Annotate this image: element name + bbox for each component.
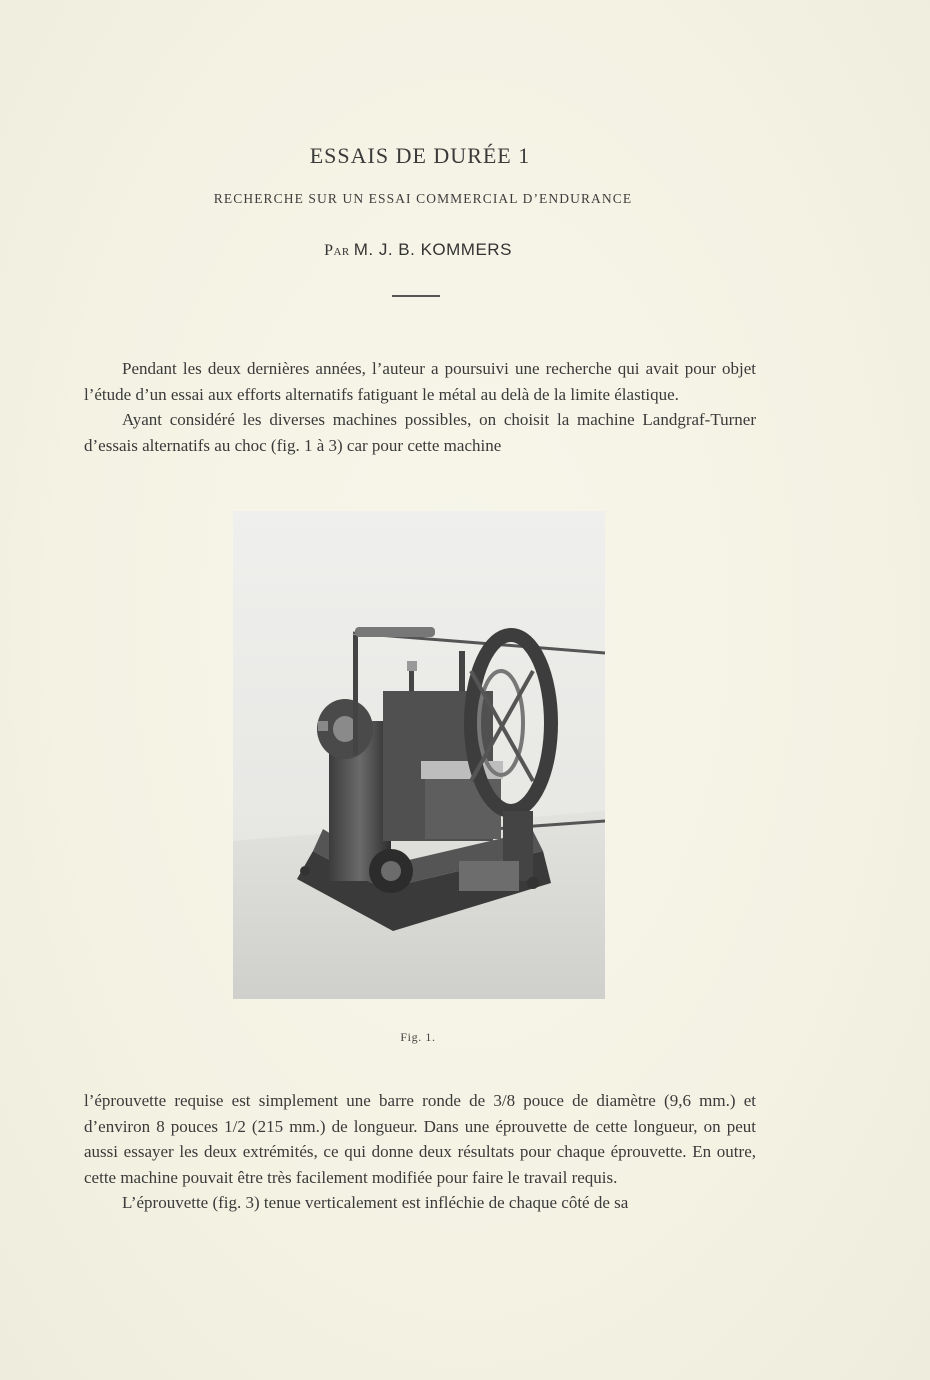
machine-illustration (233, 511, 605, 999)
paragraph: l’éprouvette requise est simplement une barre ronde de 3/8 pouce de diamètre (9,6 mm.) et d’environ 8 pouces 1/2 (215 mm.) de longueur. Dans une éprouvette de cette longueur, on peut aussi essayer les deux extrémités, ce qui donne deux résultats pour chaque éprouvette. En outre, cette machine pouvait être très facilement modifiée pour faire le travail requis. (84, 1091, 756, 1187)
article-subtitle: RECHERCHE SUR UN ESSAI COMMERCIAL D’ENDURANCE (213, 191, 633, 206)
author-name: M. J. B. KOMMERS (353, 240, 512, 259)
article-title: ESSAIS DE DURÉE 1 (309, 143, 531, 168)
author-line (0, 240, 836, 260)
body-text-bottom (84, 1088, 756, 1216)
paragraph: L’éprouvette (fig. 3) tenue verticalement est infléchie de chaque côté de sa (122, 1193, 629, 1212)
figure-machine-photo (233, 511, 605, 999)
author-prefix: Par (324, 242, 350, 259)
paragraph: Pendant les deux dernières années, l’auteur a poursuivi une recherche qui avait pour objet l’étude d’un essai aux efforts alternatifs fatiguant le métal au delà de la limite élastique. (84, 359, 756, 404)
title-divider (392, 295, 440, 297)
body-text-top (84, 356, 756, 458)
paragraph: Ayant considéré les diverses machines possibles, on choisit la machine Landgraf-Turner d’essais alternatifs au choc (fig. 1 à 3) car pour cette machine (84, 410, 756, 455)
figure-caption: Fig. 1. (400, 1030, 436, 1044)
